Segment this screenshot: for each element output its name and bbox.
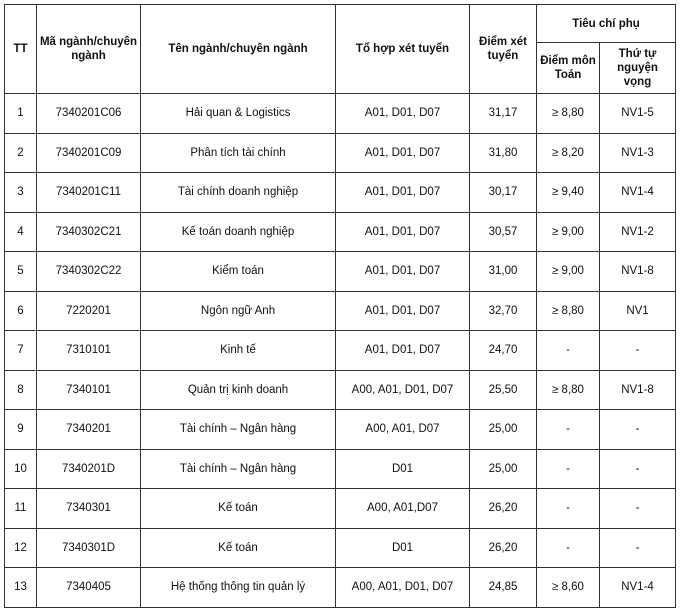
table-row: [5, 370, 676, 410]
math-score-criterion-cell: ≥ 8,20: [537, 133, 600, 173]
preference-order-cell: NV1-8: [600, 252, 676, 292]
preference-order-cell: -: [600, 449, 676, 489]
subject-combination-cell: A01, D01, D07: [336, 133, 470, 173]
major-code-cell: 7340201C11: [37, 173, 141, 213]
math-score-criterion-cell: -: [537, 528, 600, 568]
row-number-cell: 7: [5, 331, 37, 371]
major-name-cell: Phân tích tài chính: [141, 133, 336, 173]
math-score-criterion-cell: -: [537, 449, 600, 489]
header-code: Mã ngành/chuyên ngành: [37, 5, 141, 94]
preference-order-cell: -: [600, 331, 676, 371]
major-code-cell: 7340201C06: [37, 94, 141, 134]
major-name-cell: Tài chính – Ngân hàng: [141, 410, 336, 450]
subject-combination-cell: A01, D01, D07: [336, 212, 470, 252]
header-combo: Tổ hợp xét tuyển: [336, 5, 470, 94]
math-score-criterion-cell: -: [537, 489, 600, 529]
major-name-cell: Quản trị kinh doanh: [141, 370, 336, 410]
major-name-cell: Tài chính doanh nghiệp: [141, 173, 336, 213]
row-number-cell: 2: [5, 133, 37, 173]
math-score-criterion-cell: ≥ 8,80: [537, 94, 600, 134]
header-tt: TT: [5, 5, 37, 94]
preference-order-cell: NV1-3: [600, 133, 676, 173]
table-header: [5, 5, 676, 94]
preference-order-cell: NV1-4: [600, 568, 676, 608]
admission-score-cell: 31,80: [470, 133, 537, 173]
preference-order-cell: NV1-2: [600, 212, 676, 252]
math-score-criterion-cell: ≥ 8,80: [537, 370, 600, 410]
preference-order-cell: -: [600, 410, 676, 450]
admission-score-cell: 24,85: [470, 568, 537, 608]
subject-combination-cell: A01, D01, D07: [336, 331, 470, 371]
row-number-cell: 11: [5, 489, 37, 529]
header-extra-criteria: Tiêu chí phụ: [537, 5, 676, 43]
major-code-cell: 7340301D: [37, 528, 141, 568]
subject-combination-cell: A00, A01, D01, D07: [336, 568, 470, 608]
major-name-cell: Kế toán: [141, 489, 336, 529]
major-code-cell: 7340201C09: [37, 133, 141, 173]
table-row: [5, 489, 676, 529]
major-name-cell: Kế toán doanh nghiệp: [141, 212, 336, 252]
admission-score-cell: 30,17: [470, 173, 537, 213]
subject-combination-cell: A01, D01, D07: [336, 94, 470, 134]
table-row: [5, 528, 676, 568]
admission-score-cell: 25,00: [470, 449, 537, 489]
math-score-criterion-cell: ≥ 9,00: [537, 212, 600, 252]
major-code-cell: 7340405: [37, 568, 141, 608]
major-name-cell: Hải quan & Logistics: [141, 94, 336, 134]
preference-order-cell: NV1-5: [600, 94, 676, 134]
row-number-cell: 13: [5, 568, 37, 608]
admission-score-cell: 31,00: [470, 252, 537, 292]
subject-combination-cell: D01: [336, 528, 470, 568]
table-row: [5, 331, 676, 371]
admission-scores-table: [4, 4, 676, 608]
subject-combination-cell: A00, A01,D07: [336, 489, 470, 529]
row-number-cell: 10: [5, 449, 37, 489]
preference-order-cell: NV1-8: [600, 370, 676, 410]
admission-score-cell: 26,20: [470, 528, 537, 568]
major-name-cell: Kiểm toán: [141, 252, 336, 292]
major-code-cell: 7340301: [37, 489, 141, 529]
major-name-cell: Kinh tế: [141, 331, 336, 371]
major-name-cell: Kế toán: [141, 528, 336, 568]
table-row: [5, 410, 676, 450]
major-code-cell: 7340302C22: [37, 252, 141, 292]
admission-score-cell: 25,50: [470, 370, 537, 410]
math-score-criterion-cell: ≥ 8,80: [537, 291, 600, 331]
admission-score-cell: 25,00: [470, 410, 537, 450]
math-score-criterion-cell: ≥ 9,00: [537, 252, 600, 292]
major-name-cell: Tài chính – Ngân hàng: [141, 449, 336, 489]
subject-combination-cell: A00, A01, D01, D07: [336, 370, 470, 410]
subject-combination-cell: A01, D01, D07: [336, 173, 470, 213]
row-number-cell: 3: [5, 173, 37, 213]
major-code-cell: 7340101: [37, 370, 141, 410]
row-number-cell: 12: [5, 528, 37, 568]
preference-order-cell: -: [600, 489, 676, 529]
table-row: [5, 449, 676, 489]
major-name-cell: Ngôn ngữ Anh: [141, 291, 336, 331]
table-row: [5, 94, 676, 134]
table-body: [5, 94, 676, 608]
math-score-criterion-cell: ≥ 8,60: [537, 568, 600, 608]
row-number-cell: 8: [5, 370, 37, 410]
subject-combination-cell: A01, D01, D07: [336, 252, 470, 292]
row-number-cell: 1: [5, 94, 37, 134]
header-math-score: Điểm môn Toán: [537, 43, 600, 94]
math-score-criterion-cell: ≥ 9,40: [537, 173, 600, 213]
major-code-cell: 7340201: [37, 410, 141, 450]
preference-order-cell: NV1-4: [600, 173, 676, 213]
row-number-cell: 5: [5, 252, 37, 292]
major-code-cell: 7220201: [37, 291, 141, 331]
preference-order-cell: NV1: [600, 291, 676, 331]
major-code-cell: 7340302C21: [37, 212, 141, 252]
table-row: [5, 252, 676, 292]
row-number-cell: 4: [5, 212, 37, 252]
header-name: Tên ngành/chuyên ngành: [141, 5, 336, 94]
table-row: [5, 133, 676, 173]
admission-score-cell: 24,70: [470, 331, 537, 371]
row-number-cell: 6: [5, 291, 37, 331]
table-row: [5, 291, 676, 331]
admission-score-cell: 31,17: [470, 94, 537, 134]
header-preference-order: Thứ tự nguyện vọng: [600, 43, 676, 94]
major-name-cell: Hệ thống thông tin quản lý: [141, 568, 336, 608]
preference-order-cell: -: [600, 528, 676, 568]
major-code-cell: 7340201D: [37, 449, 141, 489]
math-score-criterion-cell: -: [537, 331, 600, 371]
admission-score-cell: 32,70: [470, 291, 537, 331]
table-row: [5, 212, 676, 252]
row-number-cell: 9: [5, 410, 37, 450]
subject-combination-cell: A01, D01, D07: [336, 291, 470, 331]
math-score-criterion-cell: -: [537, 410, 600, 450]
admission-score-cell: 30,57: [470, 212, 537, 252]
header-score: Điểm xét tuyển: [470, 5, 537, 94]
subject-combination-cell: A00, A01, D07: [336, 410, 470, 450]
subject-combination-cell: D01: [336, 449, 470, 489]
table-row: [5, 173, 676, 213]
major-code-cell: 7310101: [37, 331, 141, 371]
table-row: [5, 568, 676, 608]
admission-score-cell: 26,20: [470, 489, 537, 529]
